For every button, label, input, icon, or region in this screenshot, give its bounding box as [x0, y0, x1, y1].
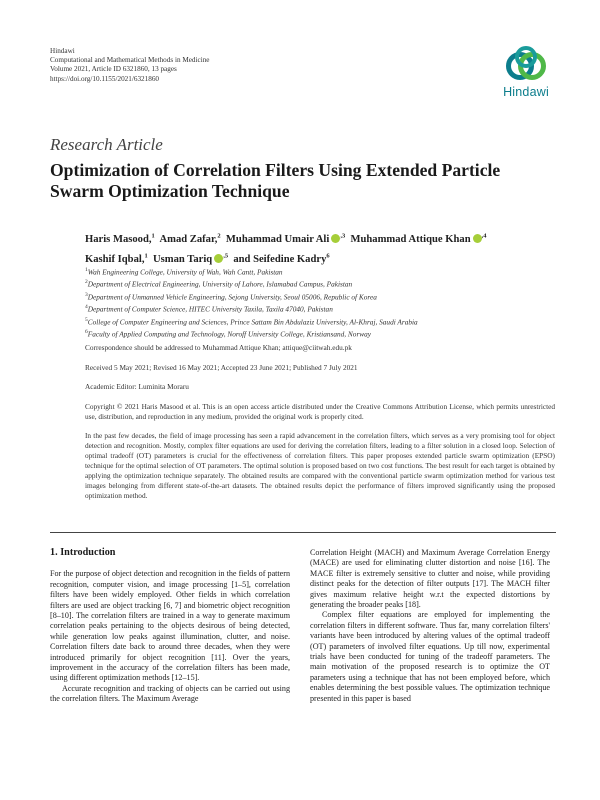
affiliation — [85, 265, 555, 277]
author-name: Amad Zafar, — [159, 233, 218, 245]
logo-text: Hindawi — [503, 85, 549, 99]
journal-info — [50, 47, 210, 84]
affiliation-number: 3 — [85, 291, 88, 298]
copyright-notice: Copyright © 2021 Haris Masood et al. This is an open access article distributed under the Creative Commons Attribution License, which permits unrestricted use, distribution, and reproduction in any medium, provided the original work is properly cited. — [85, 402, 555, 421]
affiliation-text: Department of Computer Science, HITEC University Taxila, Taxila 47040, Pakistan — [87, 304, 333, 314]
left-column — [50, 548, 290, 705]
paper-title: Optimization of Correlation Filters Using Extended Particle Swarm Optimization Technique — [50, 160, 501, 201]
journal-name: Computational and Mathematical Methods in Medicine — [50, 56, 210, 65]
affiliation — [85, 290, 555, 302]
paragraph: Complex filter equations are employed for implementing the correlation filters in different software. Thus far, many correlation filters' variants have been introduced by altering values of the optimal tradeoff (OT) parameters of involved filter equations. Up till now, experimental trials have been conducted for tuning of the tradeoff parameters. The main motivation of the proposed research is to optimize the OT parameters using a technique that has not been employed before, which enables determining the best possible values. The optimization technique presented in this paper is based — [310, 610, 550, 703]
author — [85, 234, 155, 245]
affiliation-number: 4 — [85, 304, 88, 311]
orcid-icon[interactable] — [331, 234, 340, 243]
paragraph: Correlation Height (MACH) and Maximum Average Correlation Energy (MACE) are used for eliminating clutter distortion and noise [16]. The MACE filter is extremely sensitive to clutter and noise, while providing distinct peaks for the detection of filter outputs [17]. The MACH filter gives maximum relative height w.r.t the expected distortions by generating the broader peaks [18]. — [310, 548, 550, 610]
author-affiliation-number: 1 — [151, 232, 155, 239]
section-divider — [50, 532, 556, 533]
author-affiliation-number: ,5 — [223, 252, 229, 260]
volume-line: Volume 2021, Article ID 6321860, 13 pages — [50, 65, 177, 74]
author-name: Kashif Iqbal, — [85, 254, 145, 266]
affiliation-text: Faculty of Applied Computing and Technology, Noroff University College, Kristiansand, Norway — [87, 329, 372, 339]
author — [226, 234, 345, 245]
author-name: Muhammad Attique Khan — [350, 233, 471, 245]
author — [153, 254, 228, 265]
author — [233, 254, 329, 265]
author-name: Usman Tariq — [153, 254, 213, 266]
author-name: Haris Masood, — [85, 233, 152, 245]
correspondence: Correspondence should be addressed to Muhammad Attique Khan; attique@ciitwah.edu.pk — [85, 343, 352, 352]
publication-dates: Received 5 May 2021; Revised 16 May 2021; Accepted 23 June 2021; Published 7 July 2021 — [85, 363, 358, 372]
author-affiliation-number: ,3 — [340, 232, 346, 239]
author — [85, 254, 148, 265]
affiliation-text: Department of Unmanned Vehicle Engineering, Sejong University, Seoul 05006, Republic of Korea — [87, 292, 377, 302]
doi-link[interactable]: https://doi.org/10.1155/2021/6321860 — [50, 74, 160, 83]
paragraph: For the purpose of object detection and recognition in the fields of pattern recognition, computer vision, and image processing [1–5], correlation filters have been widely employed. Other fields in which correlation filters are used are object tracking [6, 7] and biometric object recognition [8–10]. The correlation filters are trained in a way to generate maximum correlation peaks pertaining to the objects desirous of being detected, while generation low peaks against illumination, clutter, and noise. Correlation filters date back to around three decades, when they were introduced primarily for object recognition [11]. Over the years, improvement in the accuracy of the correlation filters has been made, using different optimization methods [12–15]. — [50, 569, 290, 683]
author-list — [85, 227, 555, 268]
hindawi-logo-icon — [504, 44, 548, 84]
affiliation-number: 2 — [85, 279, 88, 286]
publisher-name: Hindawi — [50, 47, 75, 55]
article-type: Research Article — [50, 135, 163, 154]
affiliation — [85, 315, 555, 327]
author-affiliation-number: 1 — [144, 252, 148, 260]
author-affiliation-number: ,4 — [481, 232, 487, 239]
affiliation — [85, 302, 555, 314]
orcid-icon[interactable] — [473, 234, 482, 243]
affiliation-number: 1 — [85, 267, 88, 273]
affiliation-list — [85, 265, 555, 340]
affiliation-text: Wah Engineering College, University of Wah, Wah Cantt, Pakistan — [87, 267, 283, 277]
author-affiliation-number: 6 — [326, 252, 330, 260]
orcid-icon[interactable] — [214, 254, 223, 263]
affiliation — [85, 277, 555, 289]
paragraph: Accurate recognition and tracking of objects can be carried out using the correlation filters. The Maximum Average — [50, 683, 290, 704]
affiliation-number: 6 — [85, 329, 88, 336]
author — [351, 234, 487, 245]
abstract: In the past few decades, the field of image processing has seen a rapid advancement in the correlation filters, which serves as a very promising tool for object detection and recognition. Mostly, complex filter equations are used for deriving the correlation filters, leading to a filter solution in a closed loop. Selection of optimal tradeoff (OT) parameters is crucial for the effectiveness of correlation filters. This paper proposes extended particle swarm optimization (EPSO) technique for the optimal selection of OT parameters. The optimal solution is proposed based on two cost functions. The best result for each target is obtained by applying the optimization technique separately. The obtained results are compared with the conventional particle swarm optimization method for various test images belonging from different state-of-the-art datasets. The obtained results depict the performance of filters improved significantly using the proposed optimization method. — [85, 431, 555, 500]
section-title: 1. Introduction — [50, 547, 116, 558]
right-column — [310, 548, 550, 704]
academic-editor: Academic Editor: Luminita Moraru — [85, 382, 189, 391]
affiliation — [85, 327, 555, 339]
affiliation-number: 5 — [85, 316, 88, 323]
author — [159, 234, 220, 245]
author-affiliation-number: 2 — [217, 232, 221, 239]
author-name: and Seifedine Kadry — [233, 254, 327, 266]
affiliation-text: College of Computer Engineering and Sciences, Prince Sattam Bin Abdulaziz University, Al-Khraj, Saudi Arabia — [87, 317, 418, 327]
hindawi-logo — [496, 44, 556, 99]
affiliation-text: Department of Electrical Engineering, University of Lahore, Islamabad Campus, Pakistan — [87, 279, 353, 289]
author-name: Muhammad Umair Ali — [225, 233, 330, 245]
